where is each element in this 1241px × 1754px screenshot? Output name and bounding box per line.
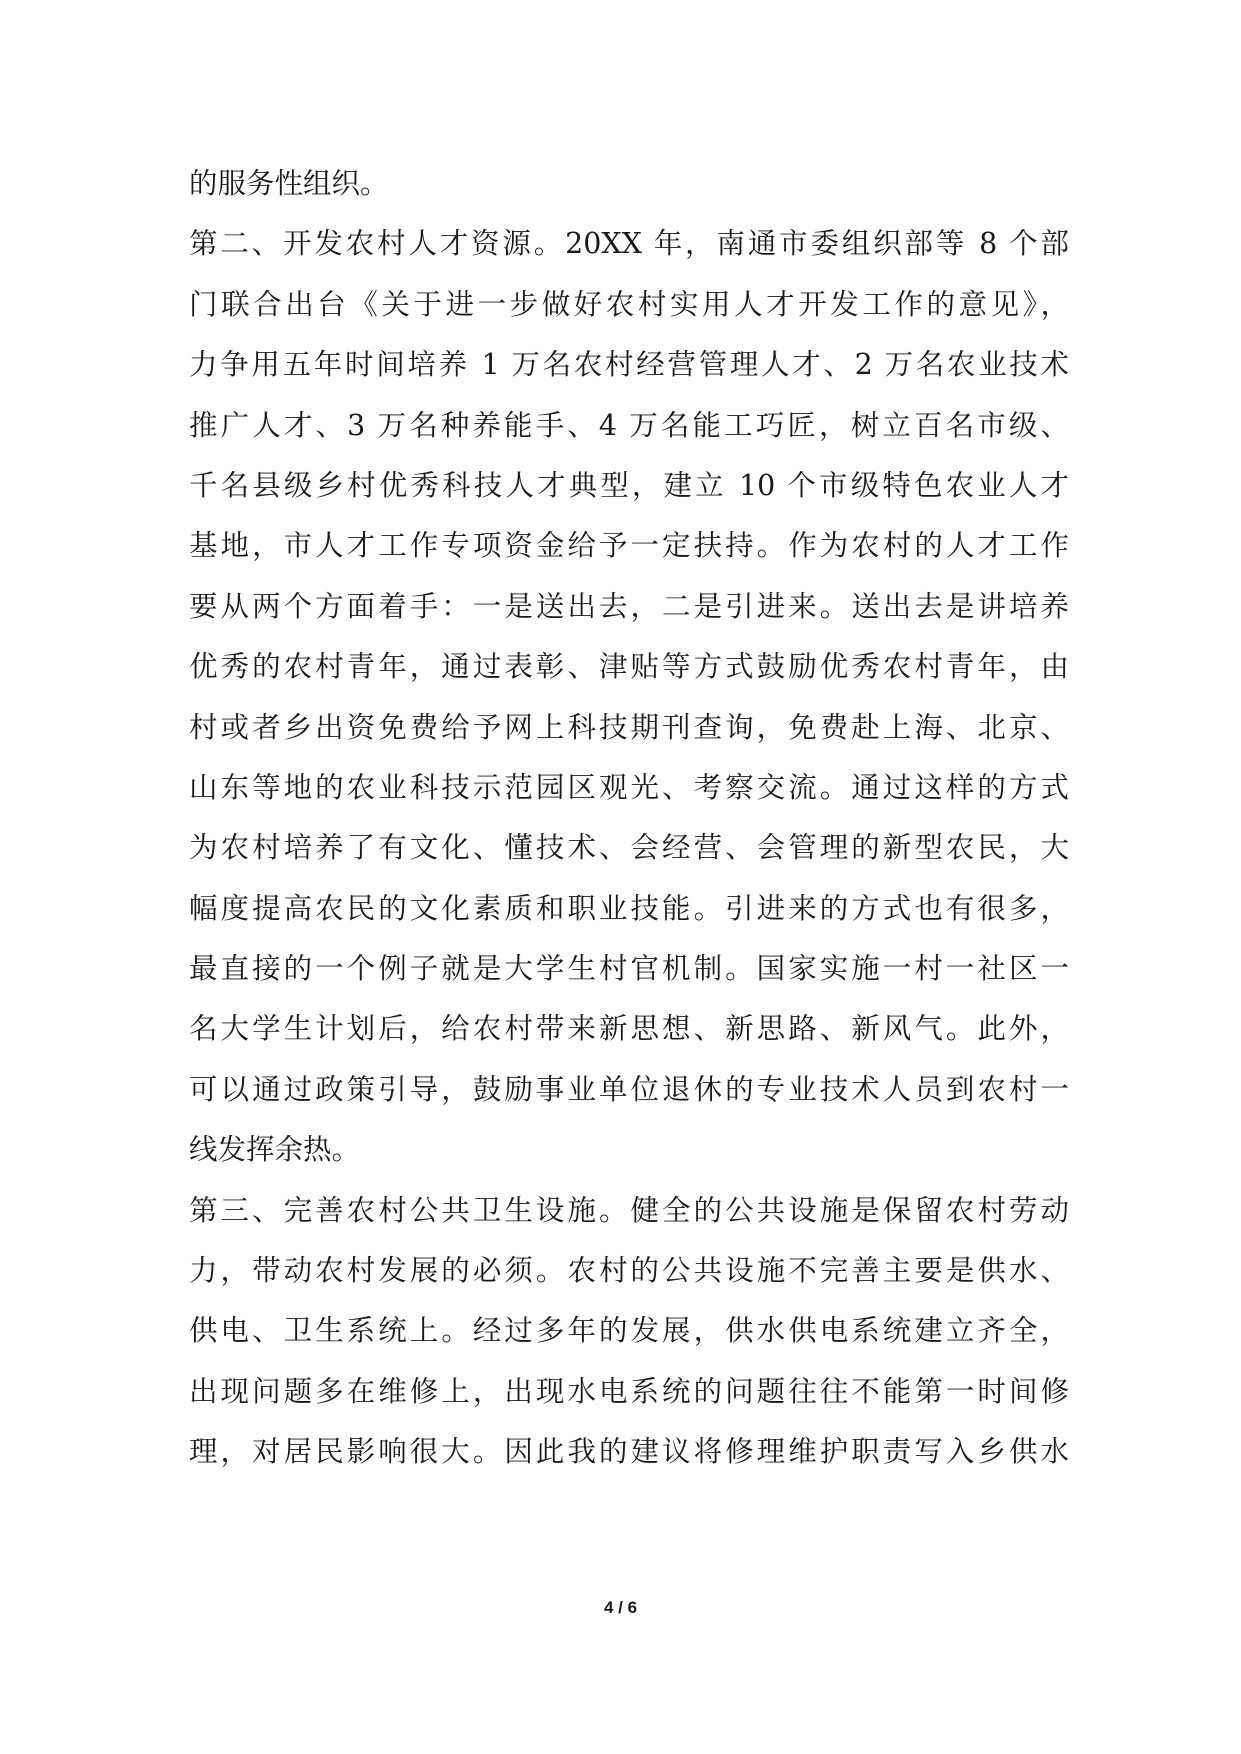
text-line: 村或者乡出资免费给予网上科技期刊查询，免费赴上海、北京、 (189, 710, 1069, 744)
text-line: 推广人才、3 万名种养能手、4 万名能工巧匠，树立百名市级、 (189, 408, 1069, 442)
text-line: 的服务性组织。 (189, 167, 389, 200)
text-line: 名大学生计划后，给农村带来新思想、新思路、新风气。此外， (189, 1012, 1069, 1046)
text-line: 第三、完善农村公共卫生设施。健全的公共设施是保留农村劳动 (189, 1193, 1069, 1227)
text-line: 力争用五年时间培养 1 万名农村经营管理人才、2 万名农业技术 (189, 348, 1069, 382)
text-line: 门联合出台《关于进一步做好农村实用人才开发工作的意见》， (189, 287, 1069, 321)
text-line: 优秀的农村青年，通过表彰、津贴等方式鼓励优秀农村青年，由 (189, 650, 1069, 684)
text-line: 幅度提高农民的文化素质和职业技能。引进来的方式也有很多， (189, 891, 1069, 925)
text-line: 理，对居民影响很大。因此我的建议将修理维护职责写入乡供水 (189, 1435, 1069, 1469)
text-line: 出现问题多在维修上，出现水电系统的问题往往不能第一时间修 (189, 1374, 1069, 1408)
text-line: 为农村培养了有文化、懂技术、会经营、会管理的新型农民，大 (189, 831, 1069, 865)
body-text (189, 154, 1069, 1483)
text-line: 第二、开发农村人才资源。20XX 年，南通市委组织部等 8 个部 (189, 227, 1069, 261)
text-line: 千名县级乡村优秀科技人才典型，建立 10 个市级特色农业人才 (189, 468, 1069, 502)
text-line: 力，带动农村发展的必须。农村的公共设施不完善主要是供水、 (189, 1254, 1069, 1288)
text-line: 供电、卫生系统上。经过多年的发展，供水供电系统建立齐全， (189, 1314, 1069, 1348)
text-line: 山东等地的农业科技示范园区观光、考察交流。通过这样的方式 (189, 770, 1069, 804)
text-line: 线发挥余热。 (189, 1133, 361, 1167)
text-line: 基地，市人才工作专项资金给予一定扶持。作为农村的人才工作 (189, 529, 1069, 563)
text-line: 要从两个方面着手：一是送出去，二是引进来。送出去是讲培养 (189, 589, 1069, 623)
text-line: 最直接的一个例子就是大学生村官机制。国家实施一村一社区一 (189, 952, 1069, 986)
text-line: 可以通过政策引导，鼓励事业单位退休的专业技术人员到农村一 (189, 1072, 1069, 1106)
page-number: 4 / 6 (603, 1598, 638, 1617)
